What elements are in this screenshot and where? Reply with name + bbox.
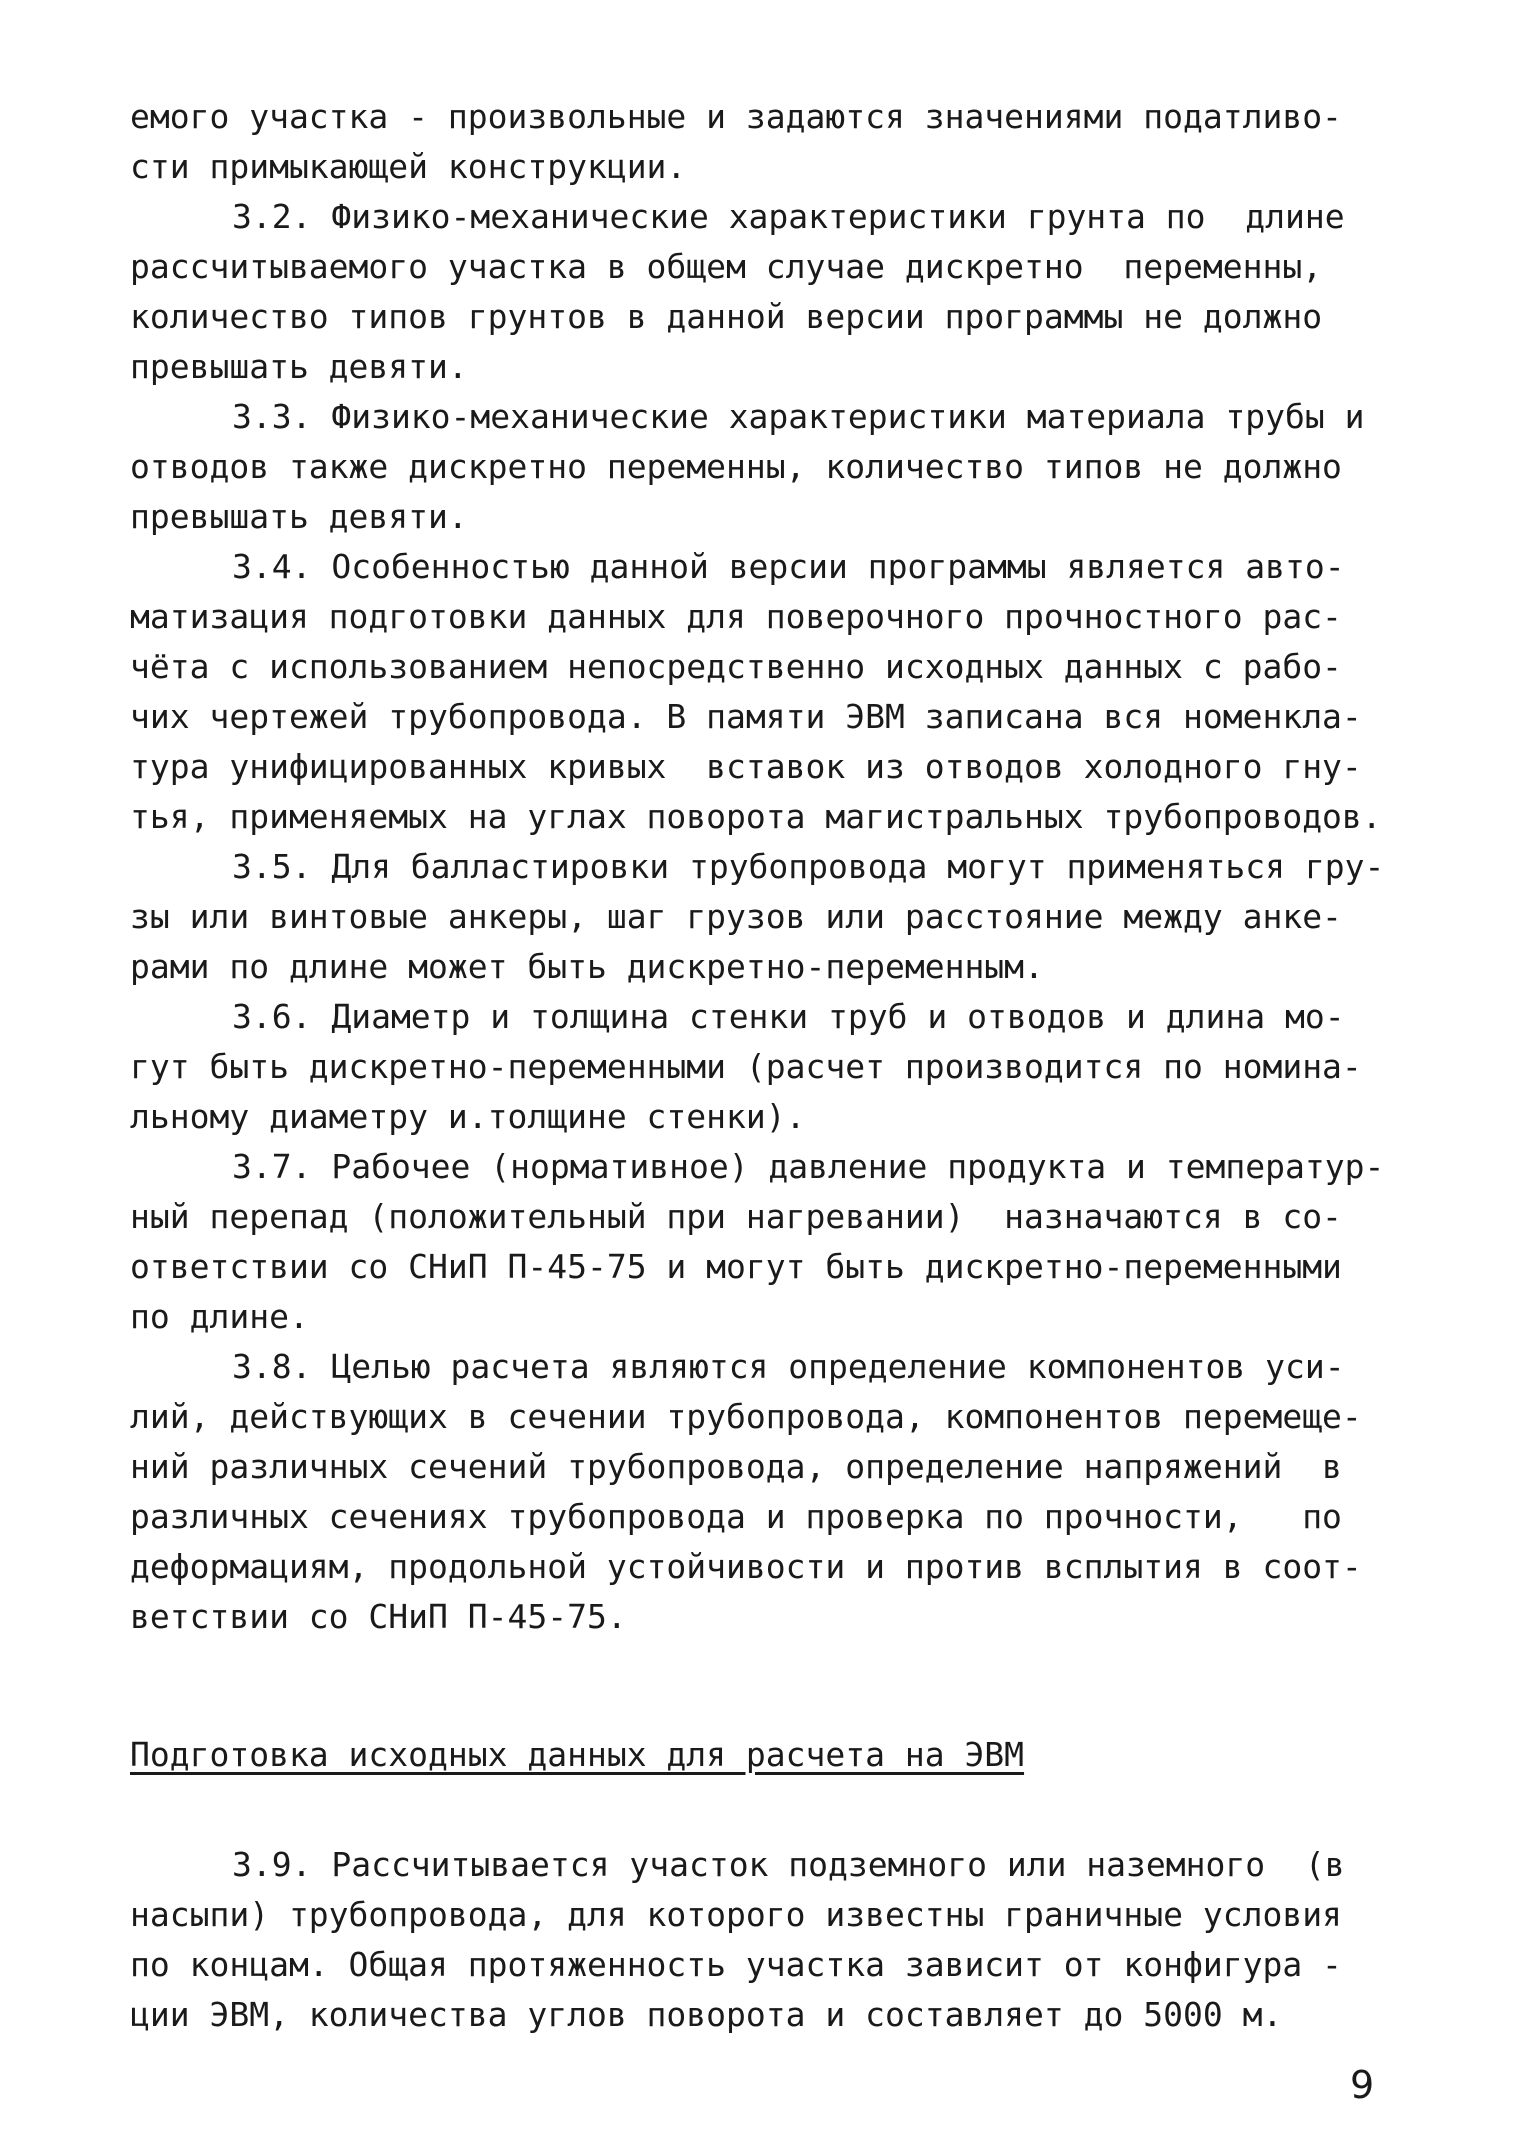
paragraph-3-5-first-line: 3.5. Для балластировки трубопровода могут применяться гру- [232,847,1385,886]
text-line: гут быть дискретно-переменными (расчет производится по номина- [130,1047,1362,1086]
paragraph-3-8-first-line: 3.8. Целью расчета являются определение компонентов уси- [232,1347,1345,1386]
text-line: насыпи) трубопровода, для которого известны граничные условия [130,1895,1342,1934]
paragraph-3-7-first-line: 3.7. Рабочее (нормативное) давление продукта и температур- [232,1147,1385,1186]
text-line: льному диаметру и.толщине стенки). [130,1097,806,1136]
text-line: рассчитываемого участка в общем случае дискретно переменны, [130,247,1323,286]
paragraph-3-2-first-line: 3.2. Физико-механические характеристики грунта по длине [232,197,1345,236]
text-line: различных сечениях трубопровода и проверка по прочности, по [130,1497,1342,1536]
text-line: превышать девяти. [130,347,468,386]
text-line: превышать девяти. [130,497,468,536]
text-line: тура унифицированных кривых вставок из отводов холодного гну- [130,747,1362,786]
text-line: лий, действующих в сечении трубопровода, компонентов перемеще- [130,1397,1362,1436]
paragraph-3-9-first-line: 3.9. Рассчитывается участок подземного или наземного (в [232,1845,1345,1884]
paragraph-3-3-first-line: 3.3. Физико-механические характеристики материала трубы и [232,397,1365,436]
text-line: рами по длине может быть дискретно-переменным. [130,947,1044,986]
text-line: зы или винтовые анкеры, шаг грузов или расстояние между анке- [130,897,1342,936]
text-line: матизация подготовки данных для поверочного прочностного рас- [130,597,1342,636]
text-line: тья, применяемых на углах поворота магистральных трубопроводов. [130,797,1382,836]
page-number: 9 [1350,2063,1375,2107]
text-line: отводов также дискретно переменны, количество типов не должно [130,447,1342,486]
text-line: деформациям, продольной устойчивости и против всплытия в соот- [130,1547,1362,1586]
text-line: по концам. Общая протяженность участка зависит от конфигура - [130,1945,1342,1984]
text-line: по длине. [130,1297,309,1336]
text-line: ный перепад (положительный при нагревании) назначаются в со- [130,1197,1342,1236]
text-line: чих чертежей трубопровода. В памяти ЭВМ записана вся номенкла- [130,697,1362,736]
text-line: ветствии со СНиП П-45-75. [130,1597,627,1636]
section-heading: Подготовка исходных данных для расчета на ЭВМ [130,1735,1025,1774]
text-line: количество типов грунтов в данной версии программы не должно [130,297,1323,336]
text-line: чёта с использованием непосредственно исходных данных с рабо- [130,647,1342,686]
text-line: ответствии со СНиП П-45-75 и могут быть дискретно-переменными [130,1247,1342,1286]
text-line: ции ЭВМ, количества углов поворота и составляет до 5000 м. [130,1995,1283,2034]
paragraph-3-6-first-line: 3.6. Диаметр и толщина стенки труб и отводов и длина мо- [232,997,1345,1036]
text-line: ний различных сечений трубопровода, определение напряжений в [130,1447,1342,1486]
paragraph-3-4-first-line: 3.4. Особенностью данной версии программы является авто- [232,547,1345,586]
text-line: сти примыкающей конструкции. [130,147,687,186]
text-line: емого участка - произвольные и задаются значениями податливо- [130,97,1342,136]
